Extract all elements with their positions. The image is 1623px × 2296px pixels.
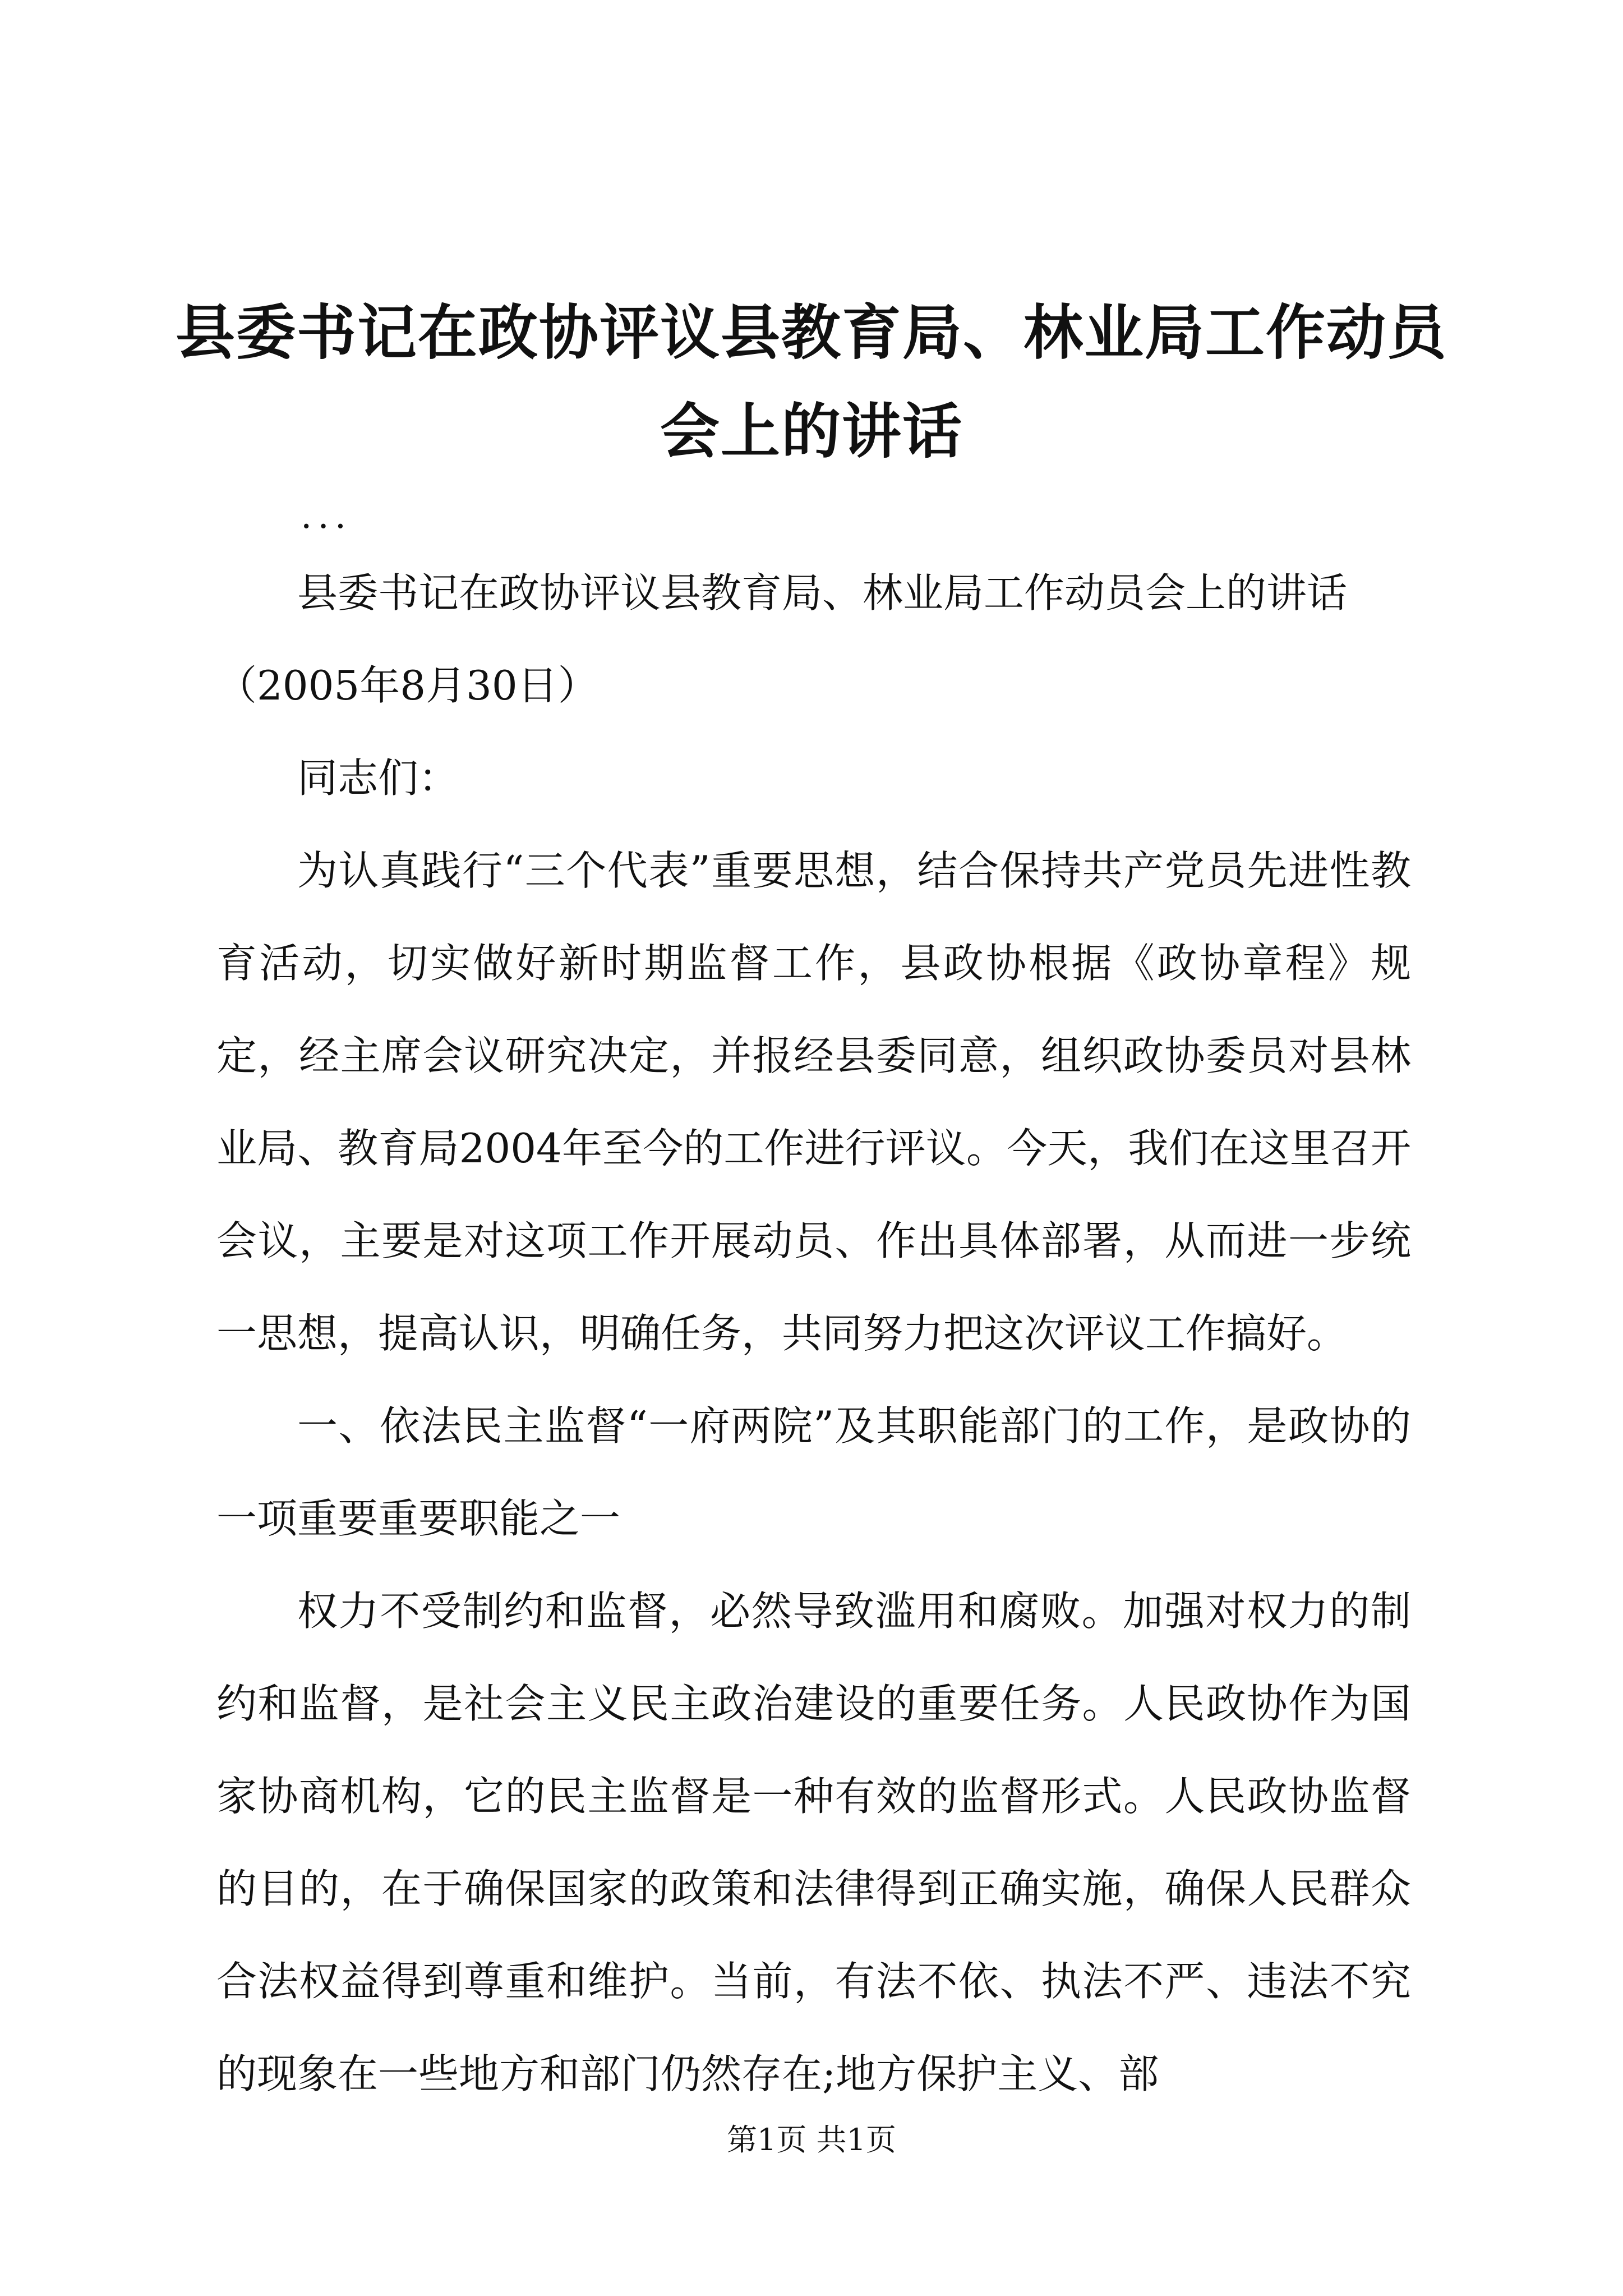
salutation: 同志们：	[297, 754, 459, 802]
document-title: 县委书记在政协评议县教育局、林业局工作动员会上的讲话	[176, 297, 1447, 466]
date-line: （2005年8月30日）	[216, 662, 598, 709]
document-body	[216, 485, 1411, 2120]
paragraph-body: 权力不受制约和监督，必然导致滥用和腐败。加强对权力的制约和监督，是社会主义民主政治建设的重要任务。人民政协作为国家协商机构，它的民主监督是一种有效的监督形式。人民政协监督的目的，在于确保国家的政策和法律得到正确实施，确保人民群众合法权益得到尊重和维护。当前，有法不依、执法不严、违法不究的现象在一些地方和部门仍然存在;地方保护主义、部	[216, 1588, 1411, 2097]
section-heading-1: 一、依法民主监督“一府两院”及其职能部门的工作，是政协的一项重要重要职能之一	[216, 1402, 1411, 1542]
ellipsis-marker: ...	[301, 495, 352, 537]
page-footer: 第1页 共1页	[727, 2122, 896, 2157]
paragraph-intro: 为认真践行“三个代表”重要思想，结合保持共产党员先进性教育活动，切实做好新时期监督工作，县政协根据《政协章程》规定，经主席会议研究决定，并报经县委同意，组织政协委员对县林业局、教育局2004年至今的工作进行评议。今天，我们在这里召开会议，主要是对这项工作开展动员、作出具体部署，从而进一步统一思想，提高认识，明确任务，共同努力把这次评议工作搞好。	[216, 847, 1411, 1357]
subtitle-line: 县委书记在政协评议县教育局、林业局工作动员会上的讲话	[297, 569, 1348, 616]
